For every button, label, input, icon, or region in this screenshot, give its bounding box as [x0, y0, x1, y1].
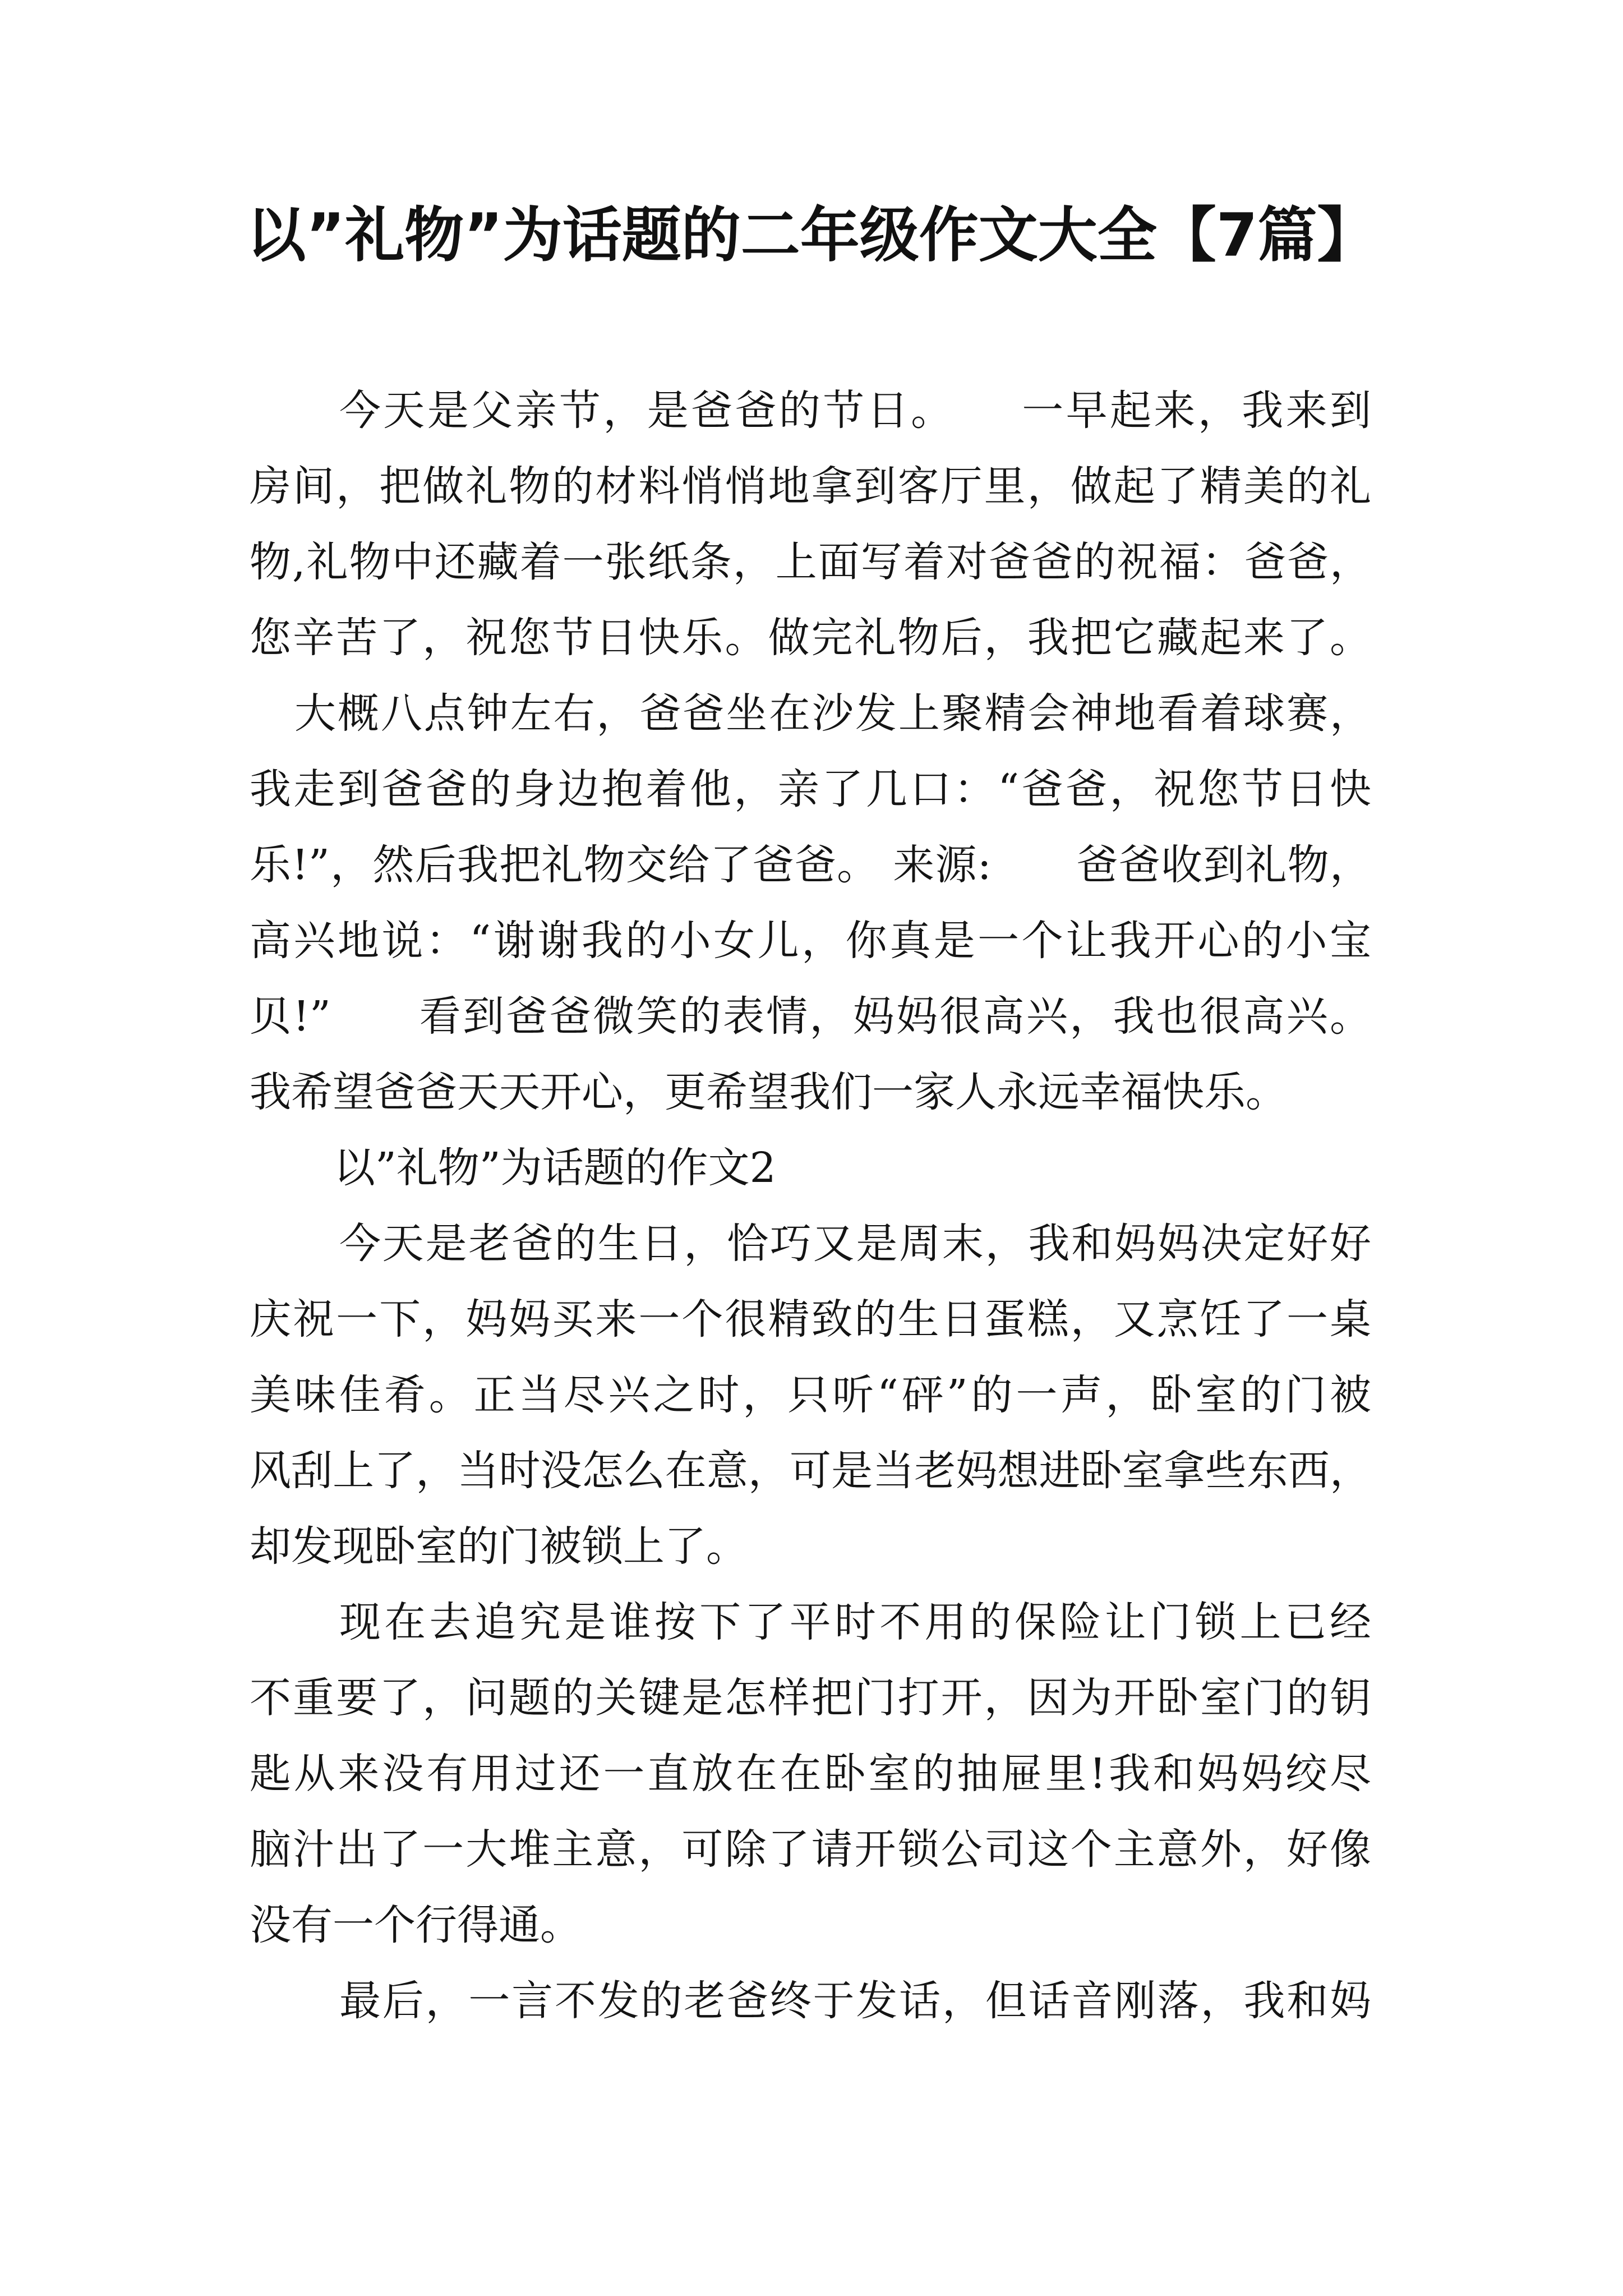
text-line: 乐!”，然后我把礼物交给了爸爸。 来源: 爸爸收到礼物， — [250, 841, 1371, 889]
text-line: 我走到爸爸的身边抱着他，亲了几口：“爸爸，祝您节日快 — [250, 765, 1371, 813]
text-line: 庆祝一下，妈妈买来一个很精致的生日蛋糕，又烹饪了一桌 — [250, 1295, 1371, 1343]
text-line: 不重要了，问题的关键是怎样把门打开，因为开卧室门的钥 — [250, 1674, 1371, 1722]
section-heading: 以”礼物”为话题的作文2 — [334, 1144, 776, 1192]
text-line: 风刮上了，当时没怎么在意，可是当老妈想进卧室拿些东西， — [250, 1447, 1371, 1495]
text-line: 物,礼物中还藏着一张纸条，上面写着对爸爸的祝福：爸爸， — [250, 538, 1371, 586]
text-line: 您辛苦了，祝您节日快乐。做完礼物后，我把它藏起来了。 — [250, 614, 1371, 662]
text-line: 最后，一言不发的老爸终于发话，但话音刚落，我和妈 — [339, 1977, 1371, 2025]
text-line: 美味佳肴。正当尽兴之时，只听“砰”的一声，卧室的门被 — [250, 1371, 1371, 1419]
text-line: 今天是老爸的生日，恰巧又是周末，我和妈妈决定好好 — [339, 1220, 1371, 1268]
text-line: 今天是父亲节，是爸爸的节日。 一早起来，我来到 — [339, 386, 1371, 435]
text-line: 脑汁出了一大堆主意，可除了请开锁公司这个主意外，好像 — [250, 1825, 1371, 1874]
text-line: 大概八点钟左右，爸爸坐在沙发上聚精会神地看着球赛， — [294, 689, 1371, 738]
text-line: 我希望爸爸天天开心，更希望我们一家人永远幸福快乐。 — [250, 1068, 1287, 1116]
text-line: 现在去追究是谁按下了平时不用的保险让门锁上已经 — [339, 1598, 1371, 1646]
text-line: 房间，把做礼物的材料悄悄地拿到客厅里，做起了精美的礼 — [250, 462, 1371, 510]
document-title: 以”礼物”为话题的二年级作文大全【7篇】 — [246, 201, 1377, 270]
text-line: 贝!” 看到爸爸微笑的表情，妈妈很高兴，我也很高兴。 — [250, 992, 1371, 1041]
text-line: 高兴地说：“谢谢我的小女儿，你真是一个让我开心的小宝 — [250, 917, 1371, 965]
text-line: 没有一个行得通。 — [250, 1901, 582, 1949]
text-line: 匙从来没有用过还一直放在在卧室的抽屉里!我和妈妈绞尽 — [250, 1750, 1371, 1798]
document-body — [250, 373, 1371, 2039]
text-line: 却发现卧室的门被锁上了。 — [250, 1522, 748, 1571]
